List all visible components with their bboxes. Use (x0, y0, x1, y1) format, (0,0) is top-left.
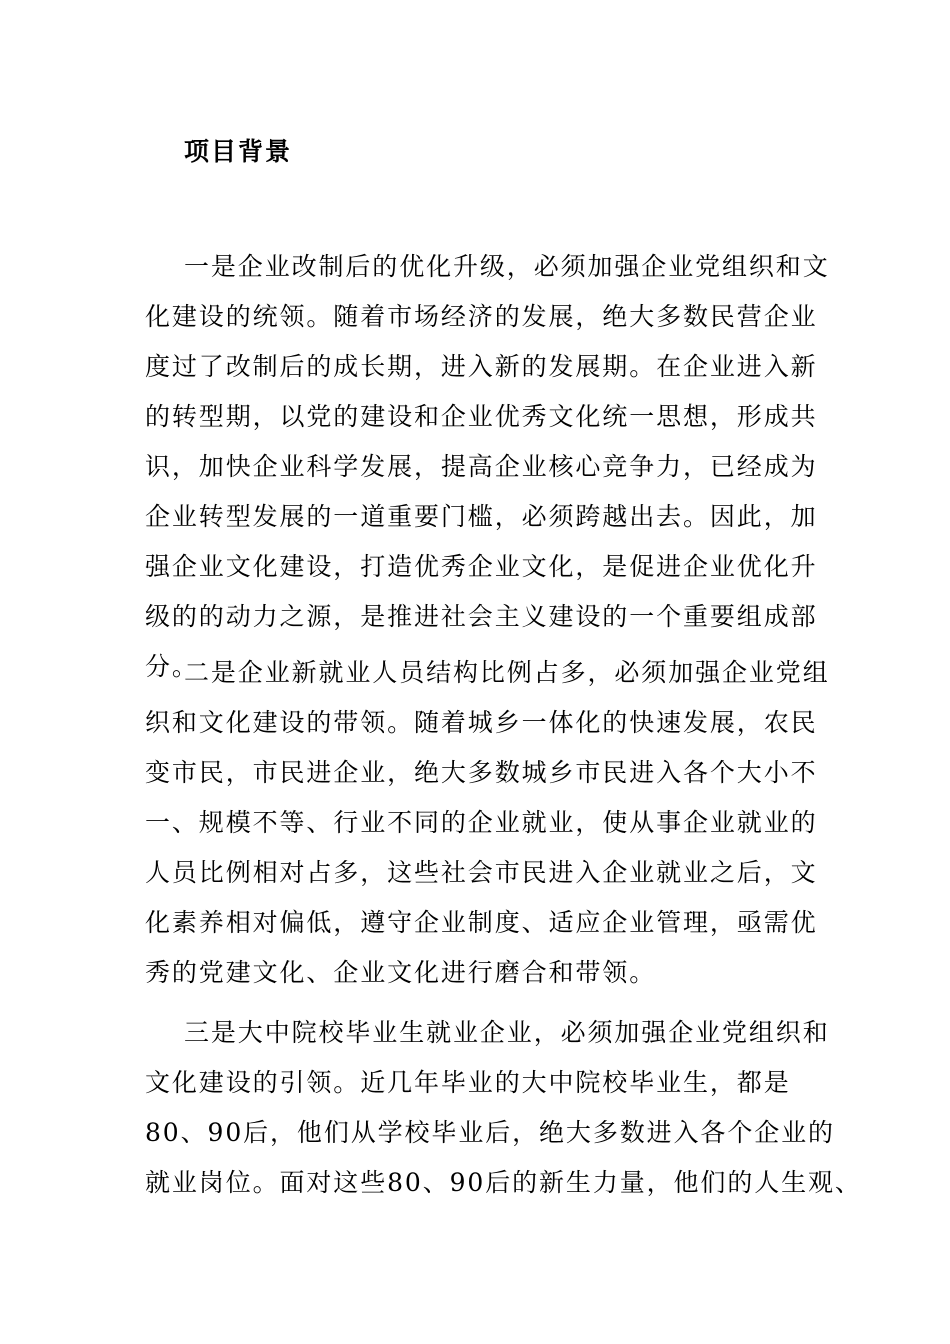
paragraph-line: 的转型期，以党的建设和企业优秀文化统一思想，形成共 (145, 402, 818, 431)
paragraph-line: 秀的党建文化、企业文化进行磨合和带领。 (145, 958, 657, 987)
paragraph-line: 识，加快企业科学发展，提高企业核心竞争力，已经成为 (145, 452, 818, 481)
paragraph-line: 一、规模不等、行业不同的企业就业，使从事企业就业的 (145, 808, 818, 837)
paragraph-line: 80、90后，他们从学校毕业后，绝大多数进入各个企业的 (145, 1118, 835, 1147)
paragraph-line: 强企业文化建设，打造优秀企业文化，是促进企业优化升 (145, 552, 818, 581)
paragraph-line: 织和文化建设的带领。随着城乡一体化的快速发展，农民 (145, 708, 818, 737)
section-heading: 项目背景 (184, 137, 293, 166)
paragraph-line: 三是大中院校毕业生就业企业，必须加强企业党组织和 (184, 1018, 830, 1047)
paragraph-line: 文化建设的引领。近几年毕业的大中院校毕业生，都是 (145, 1068, 791, 1097)
paragraph-line: 二是企业新就业人员结构比例占多，必须加强企业党组 (184, 658, 830, 687)
paragraph-3 (145, 1008, 862, 1208)
paragraph-line: 级的的动力之源，是推进社会主义建设的一个重要组成部 (145, 602, 818, 631)
paragraph-line: 就业岗位。面对这些80、90后的新生力量，他们的人生观、 (145, 1168, 862, 1197)
paragraph-line: 度过了改制后的成长期，进入新的发展期。在企业进入新 (145, 352, 818, 381)
paragraph-1 (145, 242, 830, 692)
paragraph-line: 化建设的统领。随着市场经济的发展，绝大多数民营企业 (145, 302, 818, 331)
paragraph-line: 变市民，市民进企业，绝大多数城乡市民进入各个大小不 (145, 758, 818, 787)
paragraph-line: 一是企业改制后的优化升级，必须加强企业党组织和文 (184, 252, 830, 281)
paragraph-line: 人员比例相对占多，这些社会市民进入企业就业之后，文 (145, 858, 818, 887)
paragraph-line: 化素养相对偏低，遵守企业制度、适应企业管理，亟需优 (145, 908, 818, 937)
paragraph-2 (145, 648, 830, 998)
paragraph-line: 企业转型发展的一道重要门槛，必须跨越出去。因此，加 (145, 502, 818, 531)
paragraph-line: 分。 (145, 652, 199, 681)
